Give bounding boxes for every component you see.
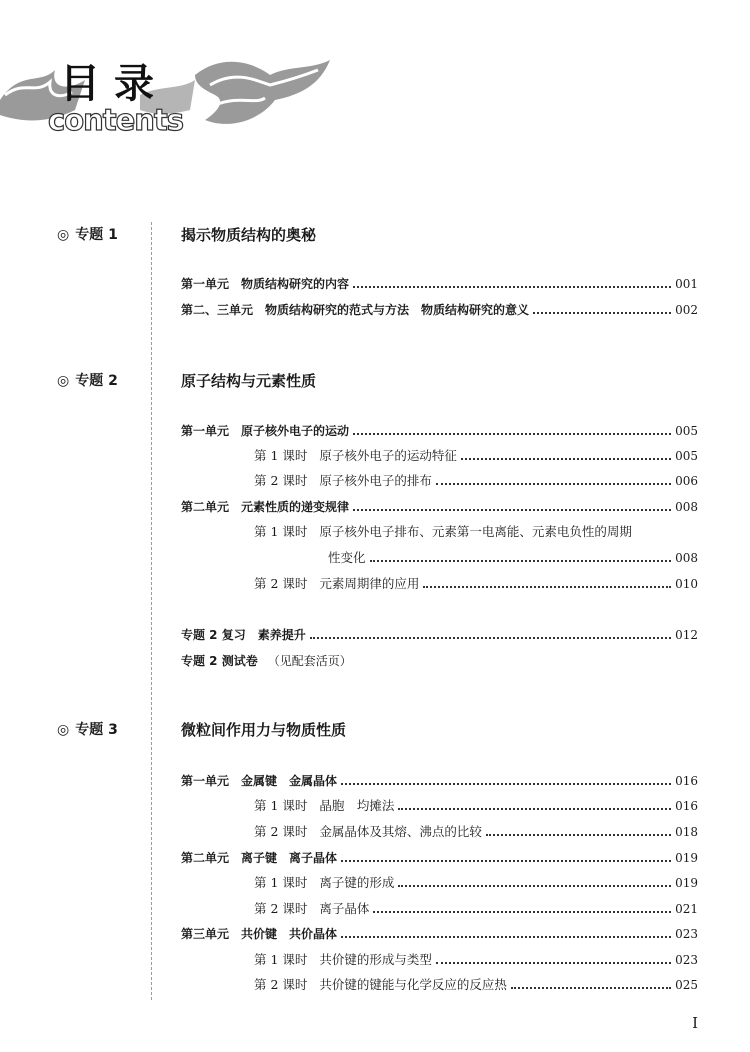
toc-row[interactable]: 第二、三单元 物质结构研究的范式与方法 物质结构研究的意义 002 [181,303,698,317]
toc-row[interactable]: 第 2 课时 元素周期律的应用 010 [254,576,698,591]
section-label-1: ◎ 专题 1 [57,227,118,243]
toc-row[interactable]: 第 1 课时 晶胞 均摊法 016 [254,798,698,813]
review-row[interactable]: 专题 2 复习 素养提升 012 [181,628,698,642]
toc-row[interactable]: 第 1 课时 共价键的形成与类型 023 [254,952,698,967]
section-title-1: 揭示物质结构的奥秘 [181,226,317,244]
toc-row[interactable]: 第三单元 共价键 共价晶体 023 [181,927,698,941]
toc-row[interactable]: 第一单元 原子核外电子的运动 005 [181,424,698,438]
toc-row[interactable]: 第二单元 元素性质的递变规律 008 [181,500,698,514]
toc-row[interactable]: 第 1 课时 原子核外电子排布、元素第一电离能、元素电负性的周期 [254,524,632,539]
toc-row[interactable]: 第 1 课时 离子键的形成 019 [254,875,698,890]
toc-row[interactable]: 第二单元 离子键 离子晶体 019 [181,851,698,865]
circle-icon: ◎ [57,227,70,243]
circle-icon: ◎ [57,373,70,389]
section-label-3: ◎ 专题 3 [57,722,118,738]
toc-row[interactable]: 第 2 课时 共价键的键能与化学反应的反应热 025 [254,977,698,992]
toc-row[interactable]: 第一单元 物质结构研究的内容 001 [181,277,698,291]
toc-row[interactable]: 第 2 课时 原子核外电子的排布 006 [254,473,698,488]
test-row[interactable]: 专题 2 测试卷 （见配套活页） [181,654,352,668]
section-title-3: 微粒间作用力与物质性质 [181,721,347,739]
section-title-2: 原子结构与元素性质 [181,372,317,390]
toc-row-continued[interactable]: 性变化 008 [328,550,698,565]
circle-icon: ◎ [57,722,70,738]
toc-row[interactable]: 第 1 课时 原子核外电子的运动特征 005 [254,448,698,463]
page-subtitle: contents [48,103,184,137]
page-number: I [692,1014,698,1032]
page-title: 目录 [60,61,168,107]
section-label-2: ◎ 专题 2 [57,373,118,389]
toc-row[interactable]: 第 2 课时 离子晶体 021 [254,901,698,916]
toc-row[interactable]: 第 2 课时 金属晶体及其熔、沸点的比较 018 [254,824,698,839]
vertical-divider [151,222,152,1000]
toc-row[interactable]: 第一单元 金属键 金属晶体 016 [181,774,698,788]
